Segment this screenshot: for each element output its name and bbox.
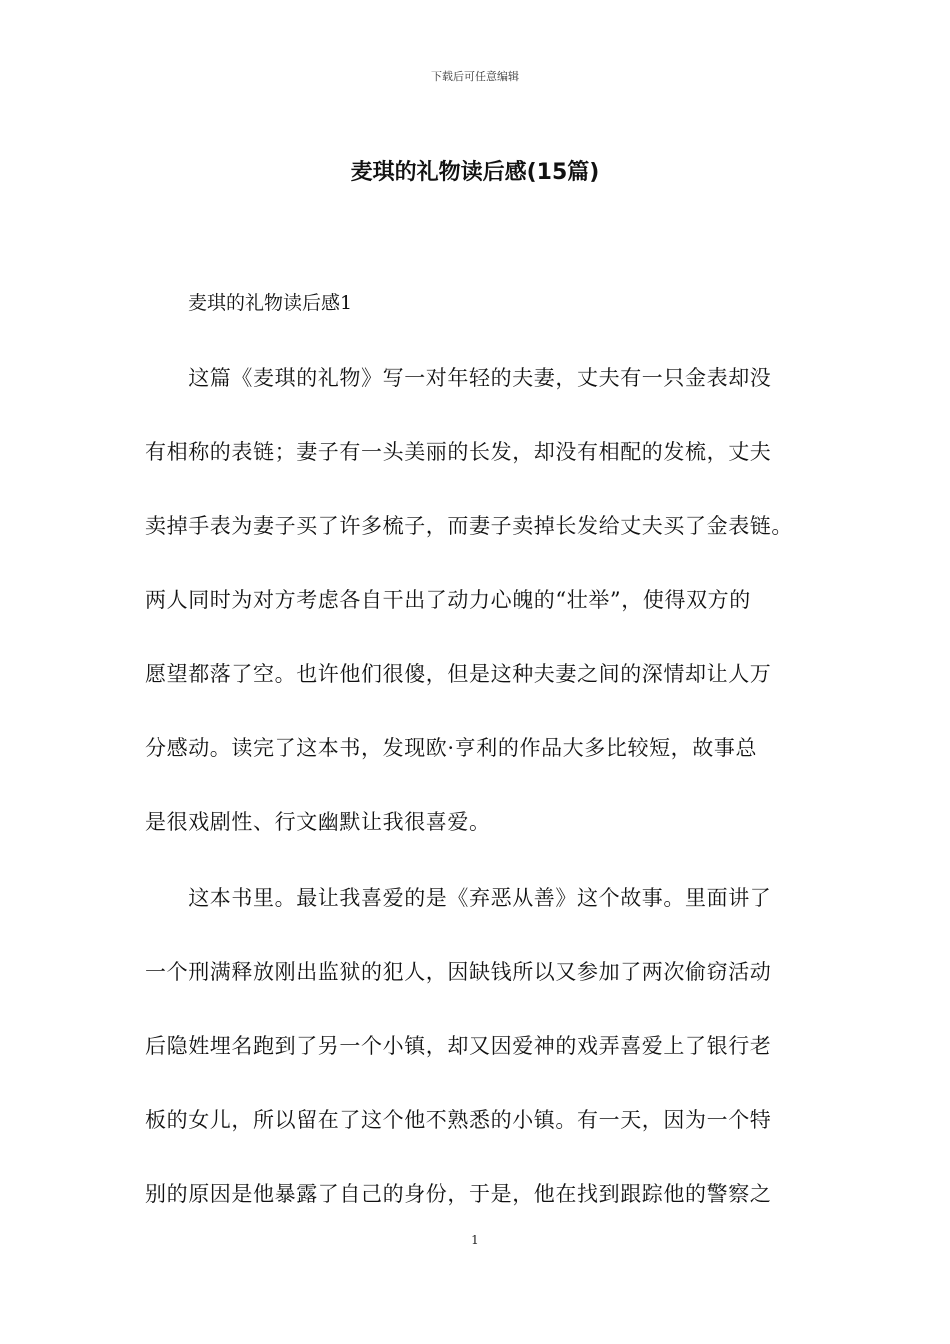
body-line: 后隐姓埋名跑到了另一个小镇，却又因爱神的戏弄喜爱上了银行老: [145, 1034, 772, 1058]
body-line: 板的女儿，所以留在了这个他不熟悉的小镇。有一天，因为一个特: [145, 1108, 772, 1132]
document-title: 麦琪的礼物读后感(15篇): [350, 160, 600, 185]
body-line: 这篇《麦琪的礼物》写一对年轻的夫妻，丈夫有一只金表却没: [145, 366, 772, 390]
body-line: 有相称的表链；妻子有一头美丽的长发，却没有相配的发梳，丈夫: [145, 440, 772, 464]
body-line: 卖掉手表为妻子买了许多梳子，而妻子卖掉长发给丈夫买了金表链。: [145, 514, 793, 538]
body-line: 一个刑满释放刚出监狱的犯人，因缺钱所以又参加了两次偷窃活动: [145, 960, 772, 984]
body-line: 两人同时为对方考虑各自干出了动力心魄的“壮举”，使得双方的: [145, 588, 751, 612]
page-number: 1: [471, 1233, 479, 1247]
header-note: 下载后可任意编辑: [431, 70, 519, 83]
body-line: 别的原因是他暴露了自己的身份，于是，他在找到跟踪他的警察之: [145, 1182, 772, 1206]
body-line: 分感动。读完了这本书，发现欧·亨利的作品大多比较短，故事总: [145, 736, 758, 760]
body-line: 这本书里。最让我喜爱的是《弃恶从善》这个故事。里面讲了: [145, 886, 772, 910]
section-heading: 麦琪的礼物读后感1: [188, 292, 353, 314]
body-line: 愿望都落了空。也许他们很傻，但是这种夫妻之间的深情却让人万: [145, 662, 772, 686]
body-line: 是很戏剧性、行文幽默让我很喜爱。: [145, 810, 491, 834]
